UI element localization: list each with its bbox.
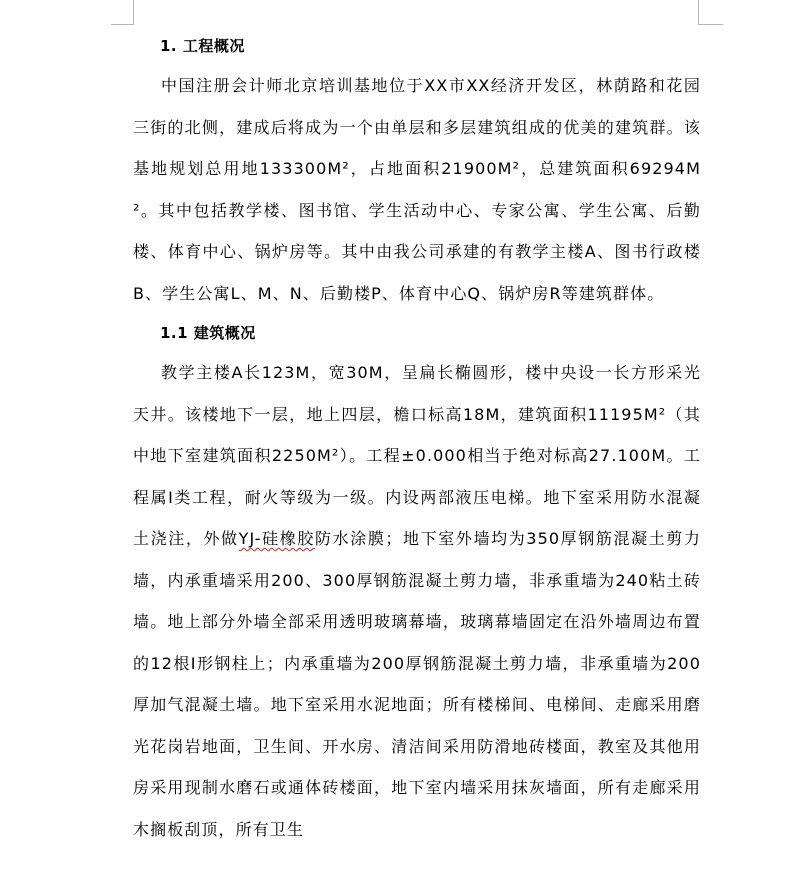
project-overview-paragraph[interactable]: 中国注册会计师北京培训基地位于XX市XX经济开发区，林荫路和花园三街的北侧，建成后将成为一个由单层和多层建筑组成的优美的建筑群。该基地规划总用地133300M²，占地面积21900M²，总建筑面积69294M²。其中包括教学楼、图书馆、学生活动中心、专家公寓、学生公寓、后勤楼、体育中心、锅炉房等。其中由我公司承建的有教学主楼A、图书行政楼B、学生公寓L、M、N、后勤楼P、体育中心Q、锅炉房R等建筑群体。 [133,76,701,303]
crop-mark-top-left [111,0,134,25]
crop-mark-top-right [698,0,723,25]
building-overview-text-before: 教学主楼A长123M，宽30M，呈扁长椭圆形，楼中央设一长方形采光天井。该楼地下一层，地上四层，檐口标高18M，建筑面积11195M²（其中地下室建筑面积2250M²）。工程±0.000相当于绝对标高27.100M。工程属Ⅰ类工程，耐火等级为一级。内设两部液压电梯。地下室采用防水混凝土浇注，外做 [133,363,701,548]
spellcheck-flagged-term[interactable]: YJ-硅橡胶 [238,529,315,548]
section-heading-building-overview: 1.1 建筑概况 [160,324,256,342]
building-overview-text-after: 防水涂膜；地下室外墙均为350厚钢筋混凝土剪力墙，内承重墙采用200、300厚钢筋混凝土剪力墙，非承重墙为240粘土砖墙。地上部分外墙全部采用透明玻璃幕墙，玻璃幕墙固定在沿外墙周边布置的12根Ⅰ形钢柱上；内承重墙为200厚钢筋混凝土剪力墙，非承重墙为200厚加气混凝土墙。地下室采用水泥地面；所有楼梯间、电梯间、走廊采用磨光花岗岩地面，卫生间、开水房、清洁间采用防滑地砖楼面，教室及其他用房采用现制水磨石或通体砖楼面，地下室内墙采用抹灰墙面，所有走廊采用木搁板刮顶，所有卫生 [133,529,702,839]
document-page [133,27,701,850]
building-overview-paragraph[interactable] [133,352,701,850]
section-heading-project-overview: 1. 工程概况 [160,37,245,55]
